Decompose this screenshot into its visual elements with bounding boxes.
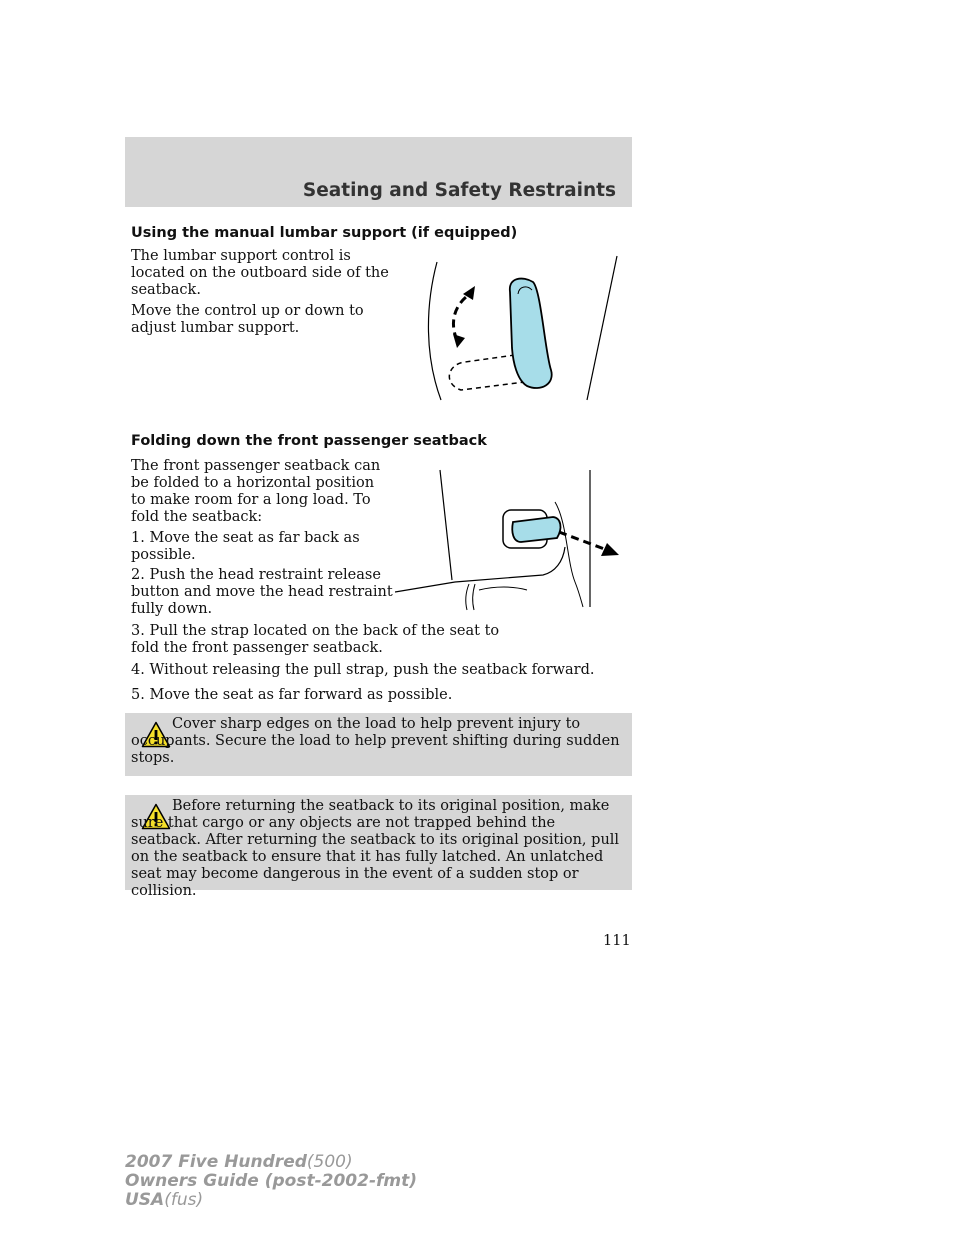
document-footer — [125, 1153, 417, 1210]
lumbar-heading: Using the manual lumbar support (if equipped) — [131, 225, 518, 241]
fold-step-1: 1. Move the seat as far back as possible. — [131, 530, 360, 563]
fold-intro: The front passenger seatback can be folded to a horizontal position to make room for a long load. To fold the seatback: — [131, 458, 381, 525]
section-title: Seating and Safety Restraints — [302, 180, 616, 201]
lumbar-paragraph-1: The lumbar support control is located on the outboard side of the seatback. — [131, 248, 389, 298]
page-number: 111 — [603, 933, 631, 949]
header-band — [125, 137, 632, 207]
footer-guide: Owners Guide (post-2002-fmt) — [125, 1171, 418, 1191]
warning-text: Cover sharp edges on the load to help prevent injury to occupants. Secure the load to help prevent shifting during sudden stops. — [131, 716, 620, 766]
fold-step-4: 4. Without releasing the pull strap, push the seatback forward. — [131, 662, 595, 678]
footer-model-code: (500) — [306, 1152, 353, 1172]
fold-step-2: 2. Push the head restraint release button and move the head restraint fully down. — [131, 567, 393, 617]
footer-market: USA — [125, 1190, 165, 1210]
fold-heading: Folding down the front passenger seatback — [131, 433, 487, 449]
lumbar-control-illustration — [415, 252, 630, 402]
warning-text: Before returning the seatback to its original position, make sure that cargo or any objects are not trapped behind the seatback. After returning the seatback to its original position, pull on the seatback to ensure that it has fully latched. An unlatched seat may become dangerous in the event of a sudden stop or collision. — [131, 798, 620, 899]
footer-market-code: (fus) — [164, 1190, 204, 1210]
fold-step-5: 5. Move the seat as far forward as possible. — [131, 687, 453, 703]
footer-model: 2007 Five Hundred — [125, 1152, 307, 1172]
warning-box — [125, 713, 632, 776]
seatback-strap-illustration — [395, 462, 630, 612]
lumbar-paragraph-2: Move the control up or down to adjust lumbar support. — [131, 303, 364, 336]
fold-step-3: 3. Pull the strap located on the back of the seat to fold the front passenger seatback. — [131, 623, 500, 656]
warning-box — [125, 795, 632, 899]
